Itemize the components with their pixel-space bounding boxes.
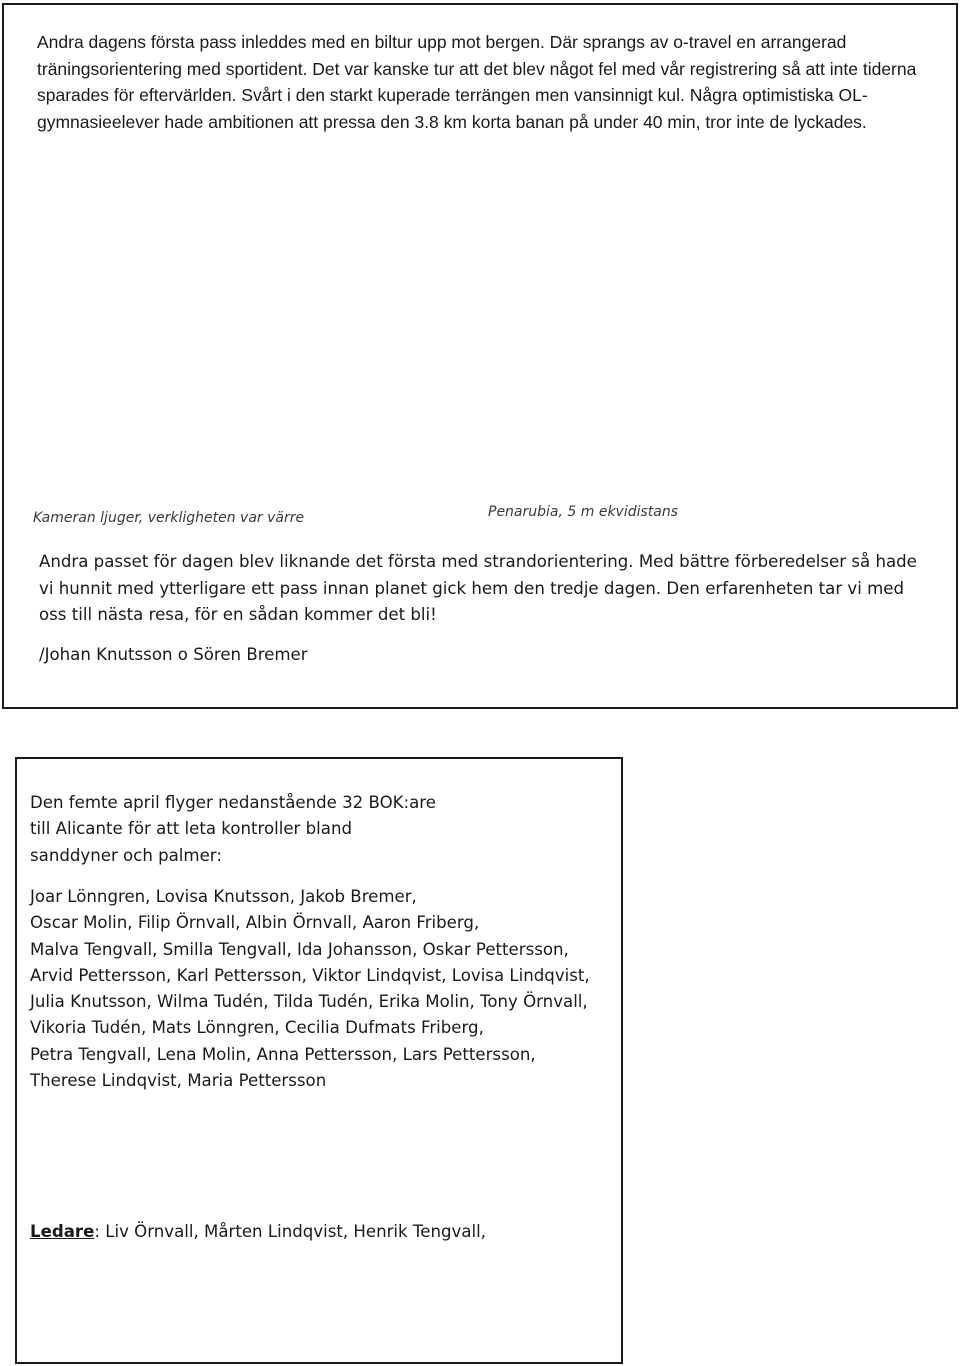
photo-caption: Kameran ljuger, verkligheten var värre: [33, 510, 305, 526]
leaders-label: Ledare: [30, 1222, 95, 1241]
participants-intro: [30, 790, 610, 869]
intro-line: till Alicante för att leta kontroller bland: [30, 819, 352, 839]
map-caption: Penarubia, 5 m ekvidistans: [488, 504, 679, 520]
names-line: Vikoria Tudén, Mats Lönngren, Cecilia Dufmats Friberg,: [30, 1018, 484, 1038]
intro-line: sanddyner och palmer:: [30, 845, 222, 865]
names-line: Malva Tengvall, Smilla Tengvall, Ida Johansson, Oskar Pettersson,: [30, 939, 569, 959]
participants-names: [30, 884, 610, 1094]
intro-line: Den femte april flyger nedanstående 32 BOK:are: [30, 793, 436, 812]
names-line: Arvid Pettersson, Karl Pettersson, Viktor Lindqvist, Lovisa Lindqvist,: [30, 965, 590, 985]
article-paragraph-1: Andra dagens första pass inleddes med en biltur upp mot bergen. Där sprangs av o-travel en arrangerad träningsorientering med sportident. Det var kanske tur att det blev något fel med vår registrering så att inte tiderna sparades för eftervärlden. Svårt i den starkt kuperade terrängen men vansinnigt kul. Några optimistiska OL-gymnasieelever hade ambitionen att pressa den 3.8 km korta banan på under 40 min, tror inte de lyckades.: [37, 32, 917, 132]
names-line: Therese Lindqvist, Maria Pettersson: [30, 1071, 327, 1091]
names-line: Petra Tengvall, Lena Molin, Anna Pettersson, Lars Pettersson,: [30, 1044, 536, 1064]
names-line: Julia Knutsson, Wilma Tudén, Tilda Tudén, Erika Molin, Tony Örnvall,: [30, 992, 588, 1012]
names-line: Oscar Molin, Filip Örnvall, Albin Örnvall, Aaron Friberg,: [30, 913, 480, 933]
leaders-line: [30, 1219, 486, 1245]
leaders-names: : Liv Örnvall, Mårten Lindqvist, Henrik Tengvall,: [94, 1222, 486, 1241]
article-paragraph-2: Andra passet för dagen blev liknande det första med strandorientering. Med bättre förberedelser så hade vi hunnit med ytterligare ett pass innan planet gick hem den tredje dagen. Den erfarenheten tar vi med oss till nästa resa, för en sådan kommer det bli!: [39, 552, 917, 624]
article-signature: /Johan Knutsson o Sören Bremer: [39, 645, 308, 664]
names-line: Joar Lönngren, Lovisa Knutsson, Jakob Bremer,: [30, 887, 417, 906]
